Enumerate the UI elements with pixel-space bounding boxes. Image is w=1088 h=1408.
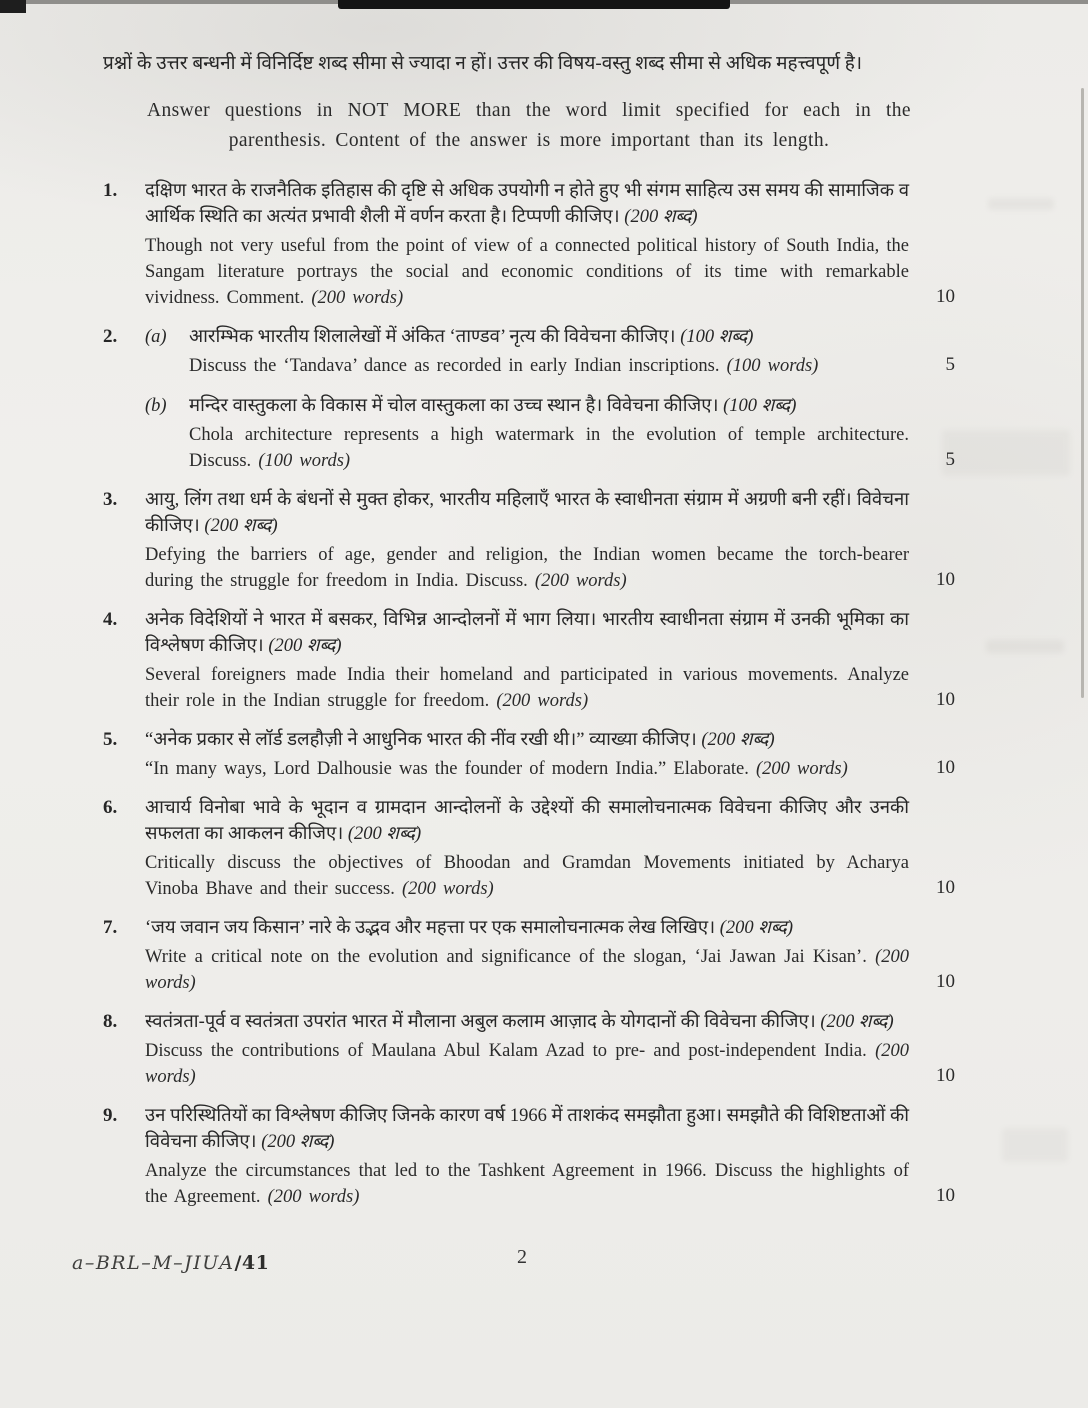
- question-text-hindi: स्वतंत्रता-पूर्व व स्वतंत्रता उपरांत भारत में मौलाना अबुल कलाम आज़ाद के योगदानों की विवेचना कीजिए। (200 शब्द): [145, 1012, 894, 1032]
- word-limit-hindi: (200 शब्द): [347, 824, 422, 844]
- word-limit-english: (100 words): [726, 356, 819, 376]
- paper-code: a–BRL–M–JIUA/41: [72, 1252, 270, 1274]
- question-number: 2.: [103, 326, 118, 347]
- question-text-hindi: अनेक विदेशियों ने भारत में बसकर, विभिन्न आन्दोलनों में भाग लिया। भारतीय स्वाधीनता संग्राम में उनकी भूमिका का विश्लेषण कीजिए। (200 शब्द): [145, 610, 909, 656]
- page-content: [103, 50, 955, 1223]
- question-text-hindi: आचार्य विनोबा भावे के भूदान व ग्रामदान आन्दोलनों के उद्देश्यों की समालोचनात्मक विवेचना कीजिए और उनकी सफलता का आकलन कीजिए। (200 शब्द): [145, 798, 909, 844]
- question-number: 3.: [103, 489, 118, 510]
- question-text-hindi: “अनेक प्रकार से लॉर्ड डलहौज़ी ने आधुनिक भारत की नींव रखी थी।” व्याख्या कीजिए। (200 शब्द): [145, 730, 775, 750]
- question-number: 6.: [103, 797, 118, 818]
- word-limit-hindi: (100 शब्द): [723, 396, 797, 416]
- word-limit-english: (200 words): [534, 571, 627, 591]
- marks-value: 10: [936, 286, 955, 307]
- question-8: [103, 1009, 955, 1090]
- question-2b: [145, 393, 955, 474]
- word-limit-hindi: (200 शब्द): [268, 636, 342, 656]
- word-limit-english: (200 words): [145, 947, 910, 993]
- question-text-english: Critically discuss the objectives of Bhoodan and Gramdan Movements initiated by Acharya Vinoba Bhave and their success. (200 words): [145, 853, 909, 899]
- question-number: 4.: [103, 609, 118, 630]
- question-text-english: “In many ways, Lord Dalhousie was the founder of modern India.” Elaborate. (200 words): [145, 759, 848, 779]
- question-2a: [145, 324, 955, 379]
- question-6: [103, 795, 955, 902]
- word-limit-hindi: (100 शब्द): [680, 327, 754, 347]
- word-limit-english: (200 words): [267, 1187, 360, 1207]
- question-text-hindi: दक्षिण भारत के राजनैतिक इतिहास की दृष्टि से अधिक उपयोगी न होते हुए भी संगम साहित्य उस समय की सामाजिक व आर्थिक स्थिति का अत्यंत प्रभावी शैली में वर्णन करता है। टिप्पणी कीजिए। (200 शब्द): [145, 181, 909, 227]
- question-text-hindi: आयु, लिंग तथा धर्म के बंधनों से मुक्त होकर, भारतीय महिलाएँ भारत के स्वाधीनता संग्राम में अग्रणी बनी रहीं। विवेचना कीजिए। (200 शब्द): [145, 490, 909, 536]
- part-label: (a): [145, 327, 167, 347]
- word-limit-hindi: (200 शब्द): [701, 730, 775, 750]
- question-text-hindi: मन्दिर वास्तुकला के विकास में चोल वास्तुकला का उच्च स्थान है। विवेचना कीजिए। (100 शब्द): [189, 396, 797, 416]
- word-limit-english: (200 words): [756, 759, 848, 779]
- word-limit-english: (200 words): [401, 879, 494, 899]
- bleedthrough-artifact: [988, 198, 1054, 210]
- part-label: (b): [145, 396, 167, 416]
- marks-value: 10: [936, 689, 955, 710]
- word-limit-hindi: (200 शब्द): [261, 1132, 335, 1152]
- marks-value: 5: [945, 449, 955, 470]
- page-number: 2: [517, 1246, 527, 1268]
- question-text-english: Though not very useful from the point of view of a connected political history of South India, the Sangam literature portrays the social and economic conditions of its time with remarkable vividness. Comment. (200 words): [145, 236, 909, 308]
- word-limit-english: (200 words): [311, 288, 404, 308]
- question-number: 8.: [103, 1011, 118, 1032]
- question-text-english: Chola architecture represents a high watermark in the evolution of temple architecture. Discuss. (100 words): [189, 425, 909, 471]
- marks-value: 10: [936, 971, 955, 992]
- question-number: 7.: [103, 917, 118, 938]
- instruction-hindi: प्रश्नों के उत्तर बन्धनी में विनिर्दिष्ट शब्द सीमा से ज्यादा न हों। उत्तर की विषय-वस्तु शब्द सीमा से अधिक महत्त्वपूर्ण है।: [103, 53, 863, 74]
- question-text-english: Discuss the contributions of Maulana Abul Kalam Azad to pre- and post-independent India. (200 words): [145, 1041, 910, 1087]
- word-limit-english: (200 words): [145, 1041, 910, 1087]
- question-text-english: Discuss the ‘Tandava’ dance as recorded in early Indian inscriptions. (100 words): [189, 356, 819, 376]
- marks-value: 10: [936, 1185, 955, 1206]
- question-text-hindi: आरम्भिक भारतीय शिलालेखों में अंकित ‘ताण्डव’ नृत्य की विवेचना कीजिए। (100 शब्द): [189, 327, 754, 347]
- question-7: [103, 915, 955, 996]
- marks-value: 5: [945, 354, 955, 375]
- bleedthrough-artifact: [1002, 1128, 1068, 1162]
- question-text-english: Defying the barriers of age, gender and religion, the Indian women became the torch-bearer during the struggle for freedom in India. Discuss. (200 words): [145, 545, 909, 591]
- question-4: [103, 607, 955, 714]
- question-number: 5.: [103, 729, 118, 750]
- scan-artifact-top-dark-band: [338, 0, 730, 9]
- scan-artifact-right-edge: [1081, 88, 1084, 698]
- marks-value: 10: [936, 877, 955, 898]
- question-1: [103, 178, 955, 311]
- question-2: [103, 324, 955, 474]
- question-number: 1.: [103, 180, 118, 201]
- instruction-english: Answer questions in NOT MORE than the word limit specified for each in the parenthesis. Content of the answer is more important than its length.: [147, 100, 911, 151]
- question-text-hindi: उन परिस्थितियों का विश्लेषण कीजिए जिनके कारण वर्ष 1966 में ताशकंद समझौता हुआ। समझौते की विशिष्टताओं की विवेचना कीजिए। (200 शब्द): [145, 1106, 909, 1152]
- marks-value: 10: [936, 1065, 955, 1086]
- word-limit-hindi: (200 शब्द): [624, 207, 698, 227]
- bleedthrough-artifact: [942, 430, 1070, 476]
- question-list: [103, 178, 955, 1210]
- word-limit-english: (100 words): [258, 451, 351, 471]
- question-text-english: Several foreigners made India their homeland and participated in various movements. Analyze their role in the Indian struggle for freedom. (200 words): [145, 665, 909, 711]
- word-limit-hindi: (200 शब्द): [820, 1012, 894, 1032]
- word-limit-hindi: (200 शब्द): [204, 516, 278, 536]
- question-text-english: Analyze the circumstances that led to the Tashkent Agreement in 1966. Discuss the highlights of the Agreement. (200 words): [145, 1161, 909, 1207]
- question-text-hindi: ‘जय जवान जय किसान’ नारे के उद्भव और महत्ता पर एक समालोचनात्मक लेख लिखिए। (200 शब्द): [145, 918, 793, 938]
- word-limit-english: (200 words): [496, 691, 589, 711]
- question-text-english: Write a critical note on the evolution and significance of the slogan, ‘Jai Jawan Jai Kisan’. (200 words): [145, 947, 910, 993]
- marks-value: 10: [936, 569, 955, 590]
- marks-value: 10: [936, 757, 955, 778]
- paper-code-suffix: /41: [234, 1252, 270, 1274]
- word-limit-hindi: (200 शब्द): [719, 918, 793, 938]
- question-3: [103, 487, 955, 594]
- bleedthrough-artifact: [986, 640, 1064, 653]
- scan-artifact-corner-mark: [0, 0, 26, 13]
- question-number: 9.: [103, 1105, 118, 1126]
- question-5: [103, 727, 955, 782]
- question-9: [103, 1103, 955, 1210]
